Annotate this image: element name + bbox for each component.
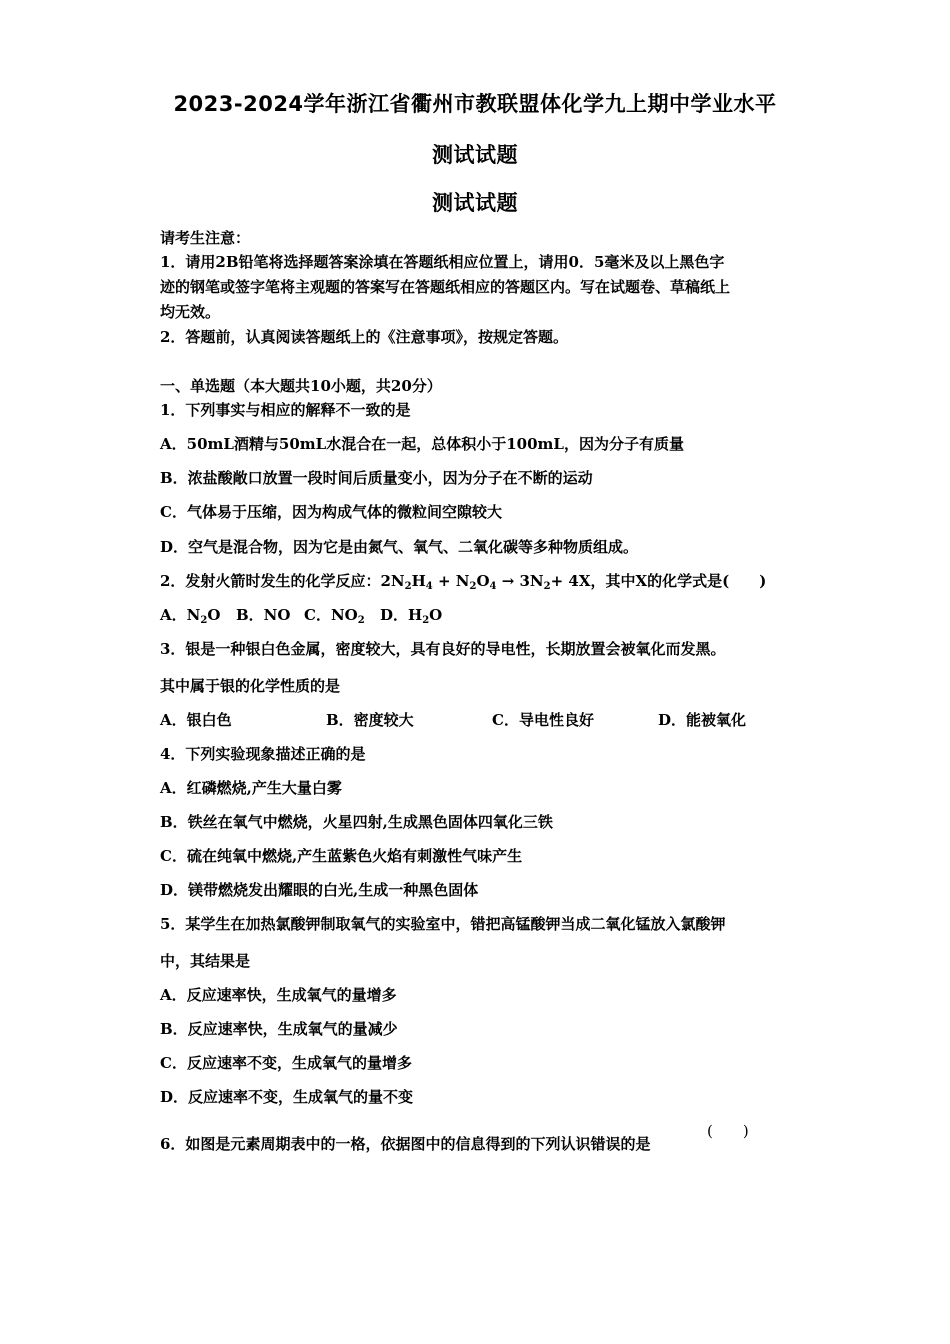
exam-title-line1: 2023-2024学年浙江省衢州市教联盟体化学九上期中学业水平 (173, 92, 777, 116)
q2-option-d-sub: 2 (422, 615, 430, 626)
q2-option-c (304, 605, 380, 625)
q2-option-d-end: O (429, 606, 443, 624)
q2-eq-part: → 3N (496, 572, 544, 590)
notice-item1-line3: 均无效。 (160, 303, 221, 321)
q3-option-d: D．能被氧化 (658, 711, 747, 729)
q6-stem: 6．如图是元素周期表中的一格，依据图中的信息得到的下列认识错误的是 (160, 1135, 651, 1153)
q5-option-c: C．反应速率不变，生成氧气的量增多 (160, 1054, 412, 1072)
notice-item1-line1: 1．请用2B铅笔将选择题答案涂填在答题纸相应位置上，请用0．5毫米及以上黑色字 (160, 253, 725, 271)
q4-option-c: C．硫在纯氧中燃烧,产生蓝紫色火焰有刺激性气味产生 (160, 847, 523, 865)
q3-option-a: A．银白色 (160, 711, 232, 729)
q6-answer-paren: ( ) (707, 1122, 749, 1140)
q2-options (160, 605, 442, 625)
q2-eq-part: O (476, 572, 490, 590)
q2-option-a (160, 605, 236, 625)
notice-item1-line2: 迹的钢笔或签字笔将主观题的答案写在答题纸相应的答题区内。写在试题卷、草稿纸上 (160, 278, 731, 296)
q2-eq-sub: 2 (469, 581, 477, 592)
q2-eq-part: + N (432, 572, 470, 590)
q5-option-b: B．反应速率快，生成氧气的量减少 (160, 1020, 398, 1038)
q2-option-b: B．NO (236, 606, 291, 624)
q4-stem: 4．下列实验现象描述正确的是 (160, 745, 366, 763)
q2-eq-part: 2N (380, 572, 405, 590)
exam-title-line3: 测试试题 (432, 191, 518, 215)
q2-eq-sub: 4 (425, 581, 433, 592)
q3-option-c: C．导电性良好 (492, 711, 594, 729)
q2-eq-part: + 4X，其中X的化学式是( ) (550, 572, 767, 590)
q1-option-a: A．50mL酒精与50mL水混合在一起，总体积小于100mL，因为分子有质量 (160, 435, 684, 453)
q3-stem-line2: 其中属于银的化学性质的是 (160, 677, 341, 695)
q5-option-d: D．反应速率不变，生成氧气的量不变 (160, 1088, 414, 1106)
q5-stem-line1: 5．某学生在加热氯酸钾制取氧气的实验室中，错把高锰酸钾当成二氧化锰放入氯酸钾 (160, 915, 726, 933)
exam-title-line2: 测试试题 (432, 143, 518, 167)
q2-option-a-sub: 2 (200, 615, 208, 626)
q2-eq-sub: 2 (543, 581, 551, 592)
q4-option-a: A．红磷燃烧,产生大量白雾 (160, 779, 342, 797)
q3-stem-line1: 3．银是一种银白色金属，密度较大，具有良好的导电性，长期放置会被氧化而发黑。 (160, 640, 726, 658)
q5-stem-line2: 中，其结果是 (160, 952, 251, 970)
q4-option-b: B．铁丝在氧气中燃烧，火星四射,生成黑色固体四氧化三铁 (160, 813, 553, 831)
q3-options (160, 710, 746, 730)
notice-item2: 2．答题前，认真阅读答题纸上的《注意事项》，按规定答题。 (160, 328, 568, 346)
q2-option-a-end: O (207, 606, 221, 624)
q2-eq-sub: 2 (404, 581, 412, 592)
section-heading: 一、单选题（本大题共10小题，共20分） (160, 377, 442, 395)
q1-stem: 1．下列事实与相应的解释不一致的是 (160, 401, 411, 419)
q2-option-c-sub: 2 (357, 615, 365, 626)
q1-option-b: B．浓盐酸敞口放置一段时间后质量变小，因为分子在不断的运动 (160, 469, 593, 487)
q5-option-a: A．反应速率快，生成氧气的量增多 (160, 986, 397, 1004)
q2-eq-part: H (411, 572, 426, 590)
q2-stem-prefix: 2．发射火箭时发生的化学反应： (160, 572, 381, 590)
notice-heading: 请考生注意： (160, 229, 251, 247)
q3-option-b: B．密度较大 (326, 711, 414, 729)
q2-stem (160, 571, 766, 591)
q2-option-a-label: A．N (160, 606, 201, 624)
q1-option-d: D．空气是混合物，因为它是由氮气、氧气、二氧化碳等多种物质组成。 (160, 538, 639, 556)
q2-eq-sub: 4 (489, 581, 497, 592)
q2-option-c-label: C．NO (304, 606, 358, 624)
q1-option-c: C．气体易于压缩，因为构成气体的微粒间空隙较大 (160, 503, 502, 521)
q4-option-d: D．镁带燃烧发出耀眼的白光,生成一种黑色固体 (160, 881, 479, 899)
q2-option-d (380, 605, 442, 625)
q2-option-d-label: D．H (380, 606, 423, 624)
